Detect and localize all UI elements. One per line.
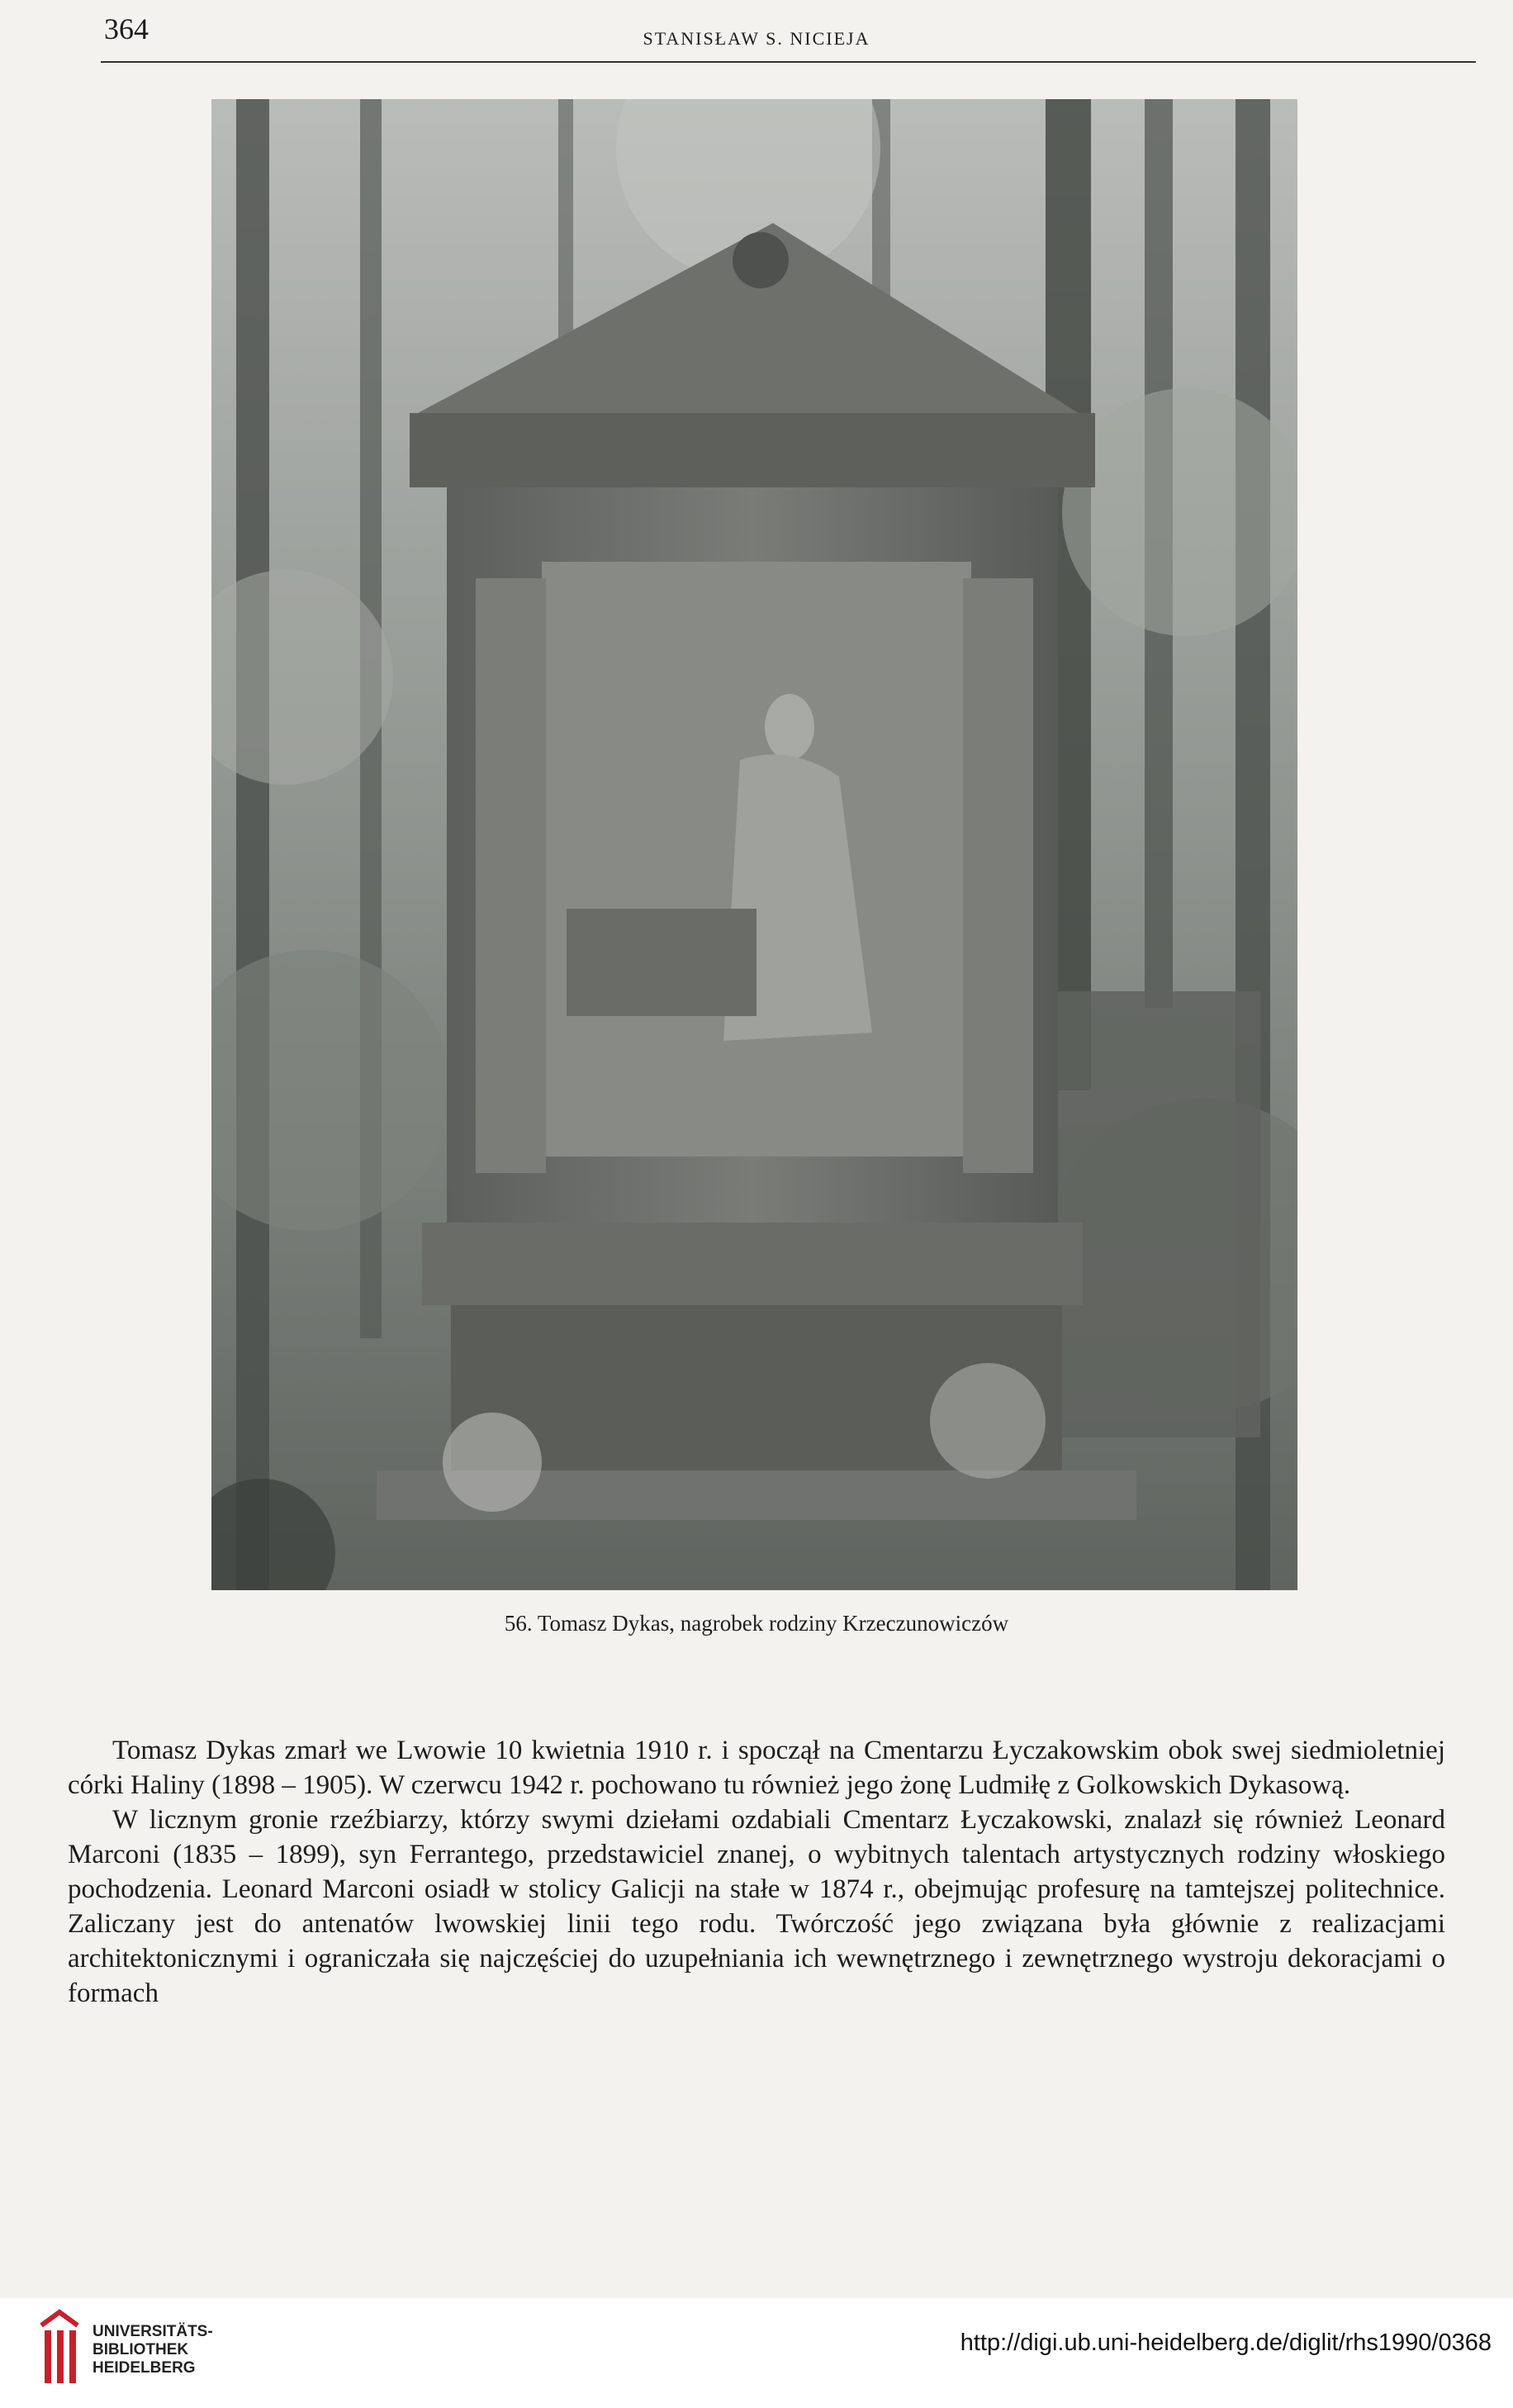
ub-heidelberg-logo-icon <box>35 2309 86 2391</box>
library-name-line-3: HEIDELBERG <box>92 2359 196 2377</box>
header-rule <box>101 61 1476 63</box>
library-name <box>92 2323 213 2377</box>
library-name-line-1: UNIVERSITÄTS- <box>92 2323 213 2340</box>
body-text <box>68 1733 1445 2011</box>
paragraph-2: W licznym gronie rzeźbiarzy, którzy swymi dziełami ozdabiali Cmentarz Łyczakowski, znalazł się również Leonard Marconi (1835 – 1899), syn Ferrantego, przedstawiciel znanej, o wybitnych talentach artystycznych rodziny włoskiego pochodzenia. Leonard Marconi osiadł w stolicy Galicji na stałe w 1874 r., obejmując profesurę na tamtejszej politechnice. Zaliczany jest do antenatów lwowskiej linii tego rodu. Twórczość jego związana była głównie z realizacjami architektonicznymi i ograniczała się najczęściej do uzupełniania ich wewnętrznego i zewnętrznego wystroju dekoracjami o formach <box>68 1805 1445 2008</box>
source-url[interactable]: http://digi.ub.uni-heidelberg.de/diglit/rhs1990/0368 <box>960 2330 1492 2356</box>
running-head: STANISŁAW S. NICIEJA <box>643 28 870 49</box>
page-number: 364 <box>104 12 149 45</box>
figure-photo <box>211 99 1297 1590</box>
figure-caption: 56. Tomasz Dykas, nagrobek rodziny Krzeczunowiczów <box>504 1611 1009 1636</box>
paragraph-1: Tomasz Dykas zmarł we Lwowie 10 kwietnia 1910 r. i spoczął na Cmentarzu Łyczakowskim obok swej siedmioletniej córki Haliny (1898 – 1905). W czerwcu 1942 r. pochowano tu również jego żonę Ludmiłę z Golkowskich Dykasową. <box>68 1736 1445 1800</box>
library-name-line-2: BIBLIOTHEK <box>92 2341 189 2358</box>
tombstone-photo-illustration <box>211 99 1297 1590</box>
